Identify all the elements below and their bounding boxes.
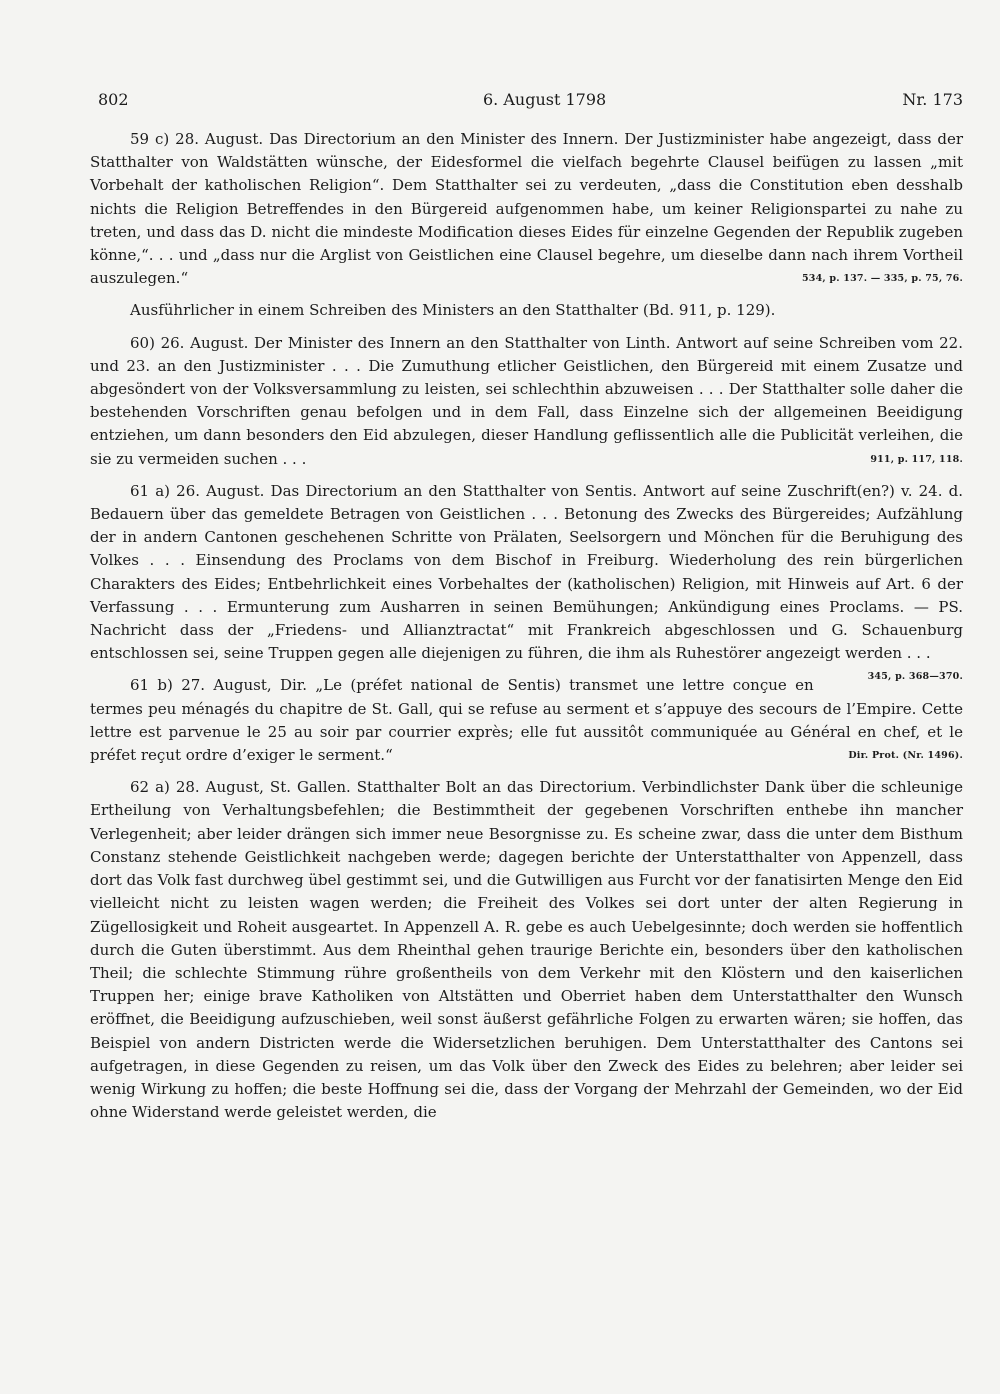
page-number: 802	[98, 90, 129, 109]
source-reference: Dir. Prot. (Nr. 1496).	[848, 750, 963, 762]
entry-59c	[90, 128, 963, 290]
entry-text: 61 a) 26. August. Das Directorium an den Statthalter von Sentis. Antwort auf seine Zuschrift(en?) v. 24. d. Bedauern über das gemeldete Betragen von Geistlichen . . . Betonung des Zwecks des Bürgereides; Aufzählung der in andern Cantonen geschehenen Schritte von Prälaten, Seelsorgern und Mönchen für die Beruhigung des Volkes . . . Einsendung des Proclams von dem Bischof in Freiburg. Wiederholung des rein bürgerlichen Charakters des Eides; Entbehrlichkeit eines Vorbehaltes der (katholischen) Religion, mit Hinweis auf Art. 6 der Verfassung . . . Ermunterung zum Ausharren in seinen Bemühungen; Ankündigung eines Proclams. — PS. Nachricht dass der „Friedens- und Allianztractat“ mit Frankreich abgeschlossen und G. Schauenburg entschlossen sei, seine Truppen gegen alle diejenigen zu führen, die ihm als Ruhestörer angezeigt werden . . .	[90, 481, 963, 663]
header-date: 6. August 1798	[483, 90, 607, 109]
entry-text: 59 c) 28. August. Das Directorium an den Minister des Innern. Der Justizminister habe angezeigt, dass der Statthalter von Waldstätten wünsche, der Eidesformel die vielfach begehrte Clausel beifügen zu lassen „mit Vorbehalt der katholischen Religion“. Dem Statthalter sei zu verdeuten, „dass die Constitution eben desshalb nichts die Religion Betreffendes in den Bürgereid aufgenommen habe, um keiner Religionspartei zu nahe zu treten, und dass das D. nicht die mindeste Modification dieses Eides für einzelne Gegenden der Republik zugeben könne,“. . . und „dass nur die Arglist von Geistlichen eine Clausel begehre, um dieselbe dann nach ihrem Vortheil auszulegen.“	[90, 130, 963, 288]
page-header	[98, 90, 963, 116]
entry-text: Ausführlicher in einem Schreiben des Ministers an den Statthalter (Bd. 911, p. 129).	[130, 301, 776, 320]
page-body	[90, 128, 963, 1133]
entry-60	[90, 332, 963, 471]
entry-text: 60) 26. August. Der Minister des Innern an den Statthalter von Linth. Antwort auf seine Schreiben vom 22. und 23. an den Justizminister . . . Die Zumuthung etlicher Geistlichen, den Bürgereid mit einem Zusatze und abgesöndert von der Volksversammlung zu leisten, sei schlechthin abzuweisen . . . Der Statthalter solle daher die bestehenden Vorschriften genau befolgen und in dem Fall, dass Einzelne sich der allgemeinen Beeidigung entziehen, um dann besonders den Eid abzulegen, dieser Handlung geflissentlich alle die Publicität verleihen, die sie zu vermeiden suchen . . .	[90, 333, 963, 468]
source-reference: 911, p. 117, 118.	[870, 453, 963, 465]
source-reference: 345, p. 368—370.	[867, 671, 963, 683]
entry-59c-note	[90, 299, 963, 322]
entry-62a	[90, 776, 963, 1124]
entry-text: 62 a) 28. August, St. Gallen. Statthalter Bolt an das Directorium. Verbindlichster Dank über die schleunige Ertheilung von Verhaltungsbefehlen; die Bestimmtheit der gegebenen Vorschriften enthebe ihn mancher Verlegenheit; aber leider drängen sich immer neue Besorgnisse zu. Es scheine zwar, dass die unter dem Bisthum Constanz stehende Geistlichkeit nachgeben werde; dagegen berichte der Unterstatthalter von Appenzell, dass dort das Volk fast durchweg übel gestimmt sei, und die Gutwilligen aus Furcht vor der fanatisirten Menge den Eid vielleicht nicht zu leisten wagen werden; die Freiheit des Volkes sei dort unter der alten Regierung in Zügellosigkeit und Roheit ausgeartet. In Appenzell A. R. gebe es auch Uebelgesinnte; doch werden sie hoffentlich durch die Guten überstimmt. Aus dem Rheinthal gehen traurige Berichte ein, besonders über den katholischen Theil; die schlechte Stimmung rühre großentheils von dem Verkehr mit den Klöstern und den kaiserlichen Truppen her; einige brave Katholiken von Altstätten und Oberriet haben dem Unterstatthalter den Wunsch eröffnet, die Beeidigung aufzuschieben, weil sonst äußerst gefährliche Folgen zu erwarten wären; sie hoffen, das Beispiel von andern Districten werde die Widersetzlichen beruhigen. Dem Unterstatthalter des Cantons sei aufgetragen, in diese Gegenden zu reisen, um das Volk über den Zweck des Eides zu belehren; aber leider sei wenig Wirkung zu hoffen; die beste Hoffnung sei die, dass der Vorgang der Mehrzahl der Gemeinden, wo der Eid ohne Widerstand werde geleistet werden, die	[90, 778, 963, 1122]
entry-61a	[90, 480, 963, 683]
source-reference: 534, p. 137. — 335, p. 75, 76.	[801, 273, 963, 285]
entry-text: 61 b) 27. August, Dir. „Le (préfet national de Sentis) transmet une lettre conçue en termes peu ménagés du chapitre de St. Gall, qui se refuse au serment et s’appuye des secours de l’Empire. Cette lettre est parvenue le 25 au soir par courrier exprès; elle fut aussitôt communiquée au Général en chef, et le préfet reçut ordre d’exiger le serment.“	[90, 676, 963, 765]
document-number: Nr. 173	[902, 90, 963, 109]
